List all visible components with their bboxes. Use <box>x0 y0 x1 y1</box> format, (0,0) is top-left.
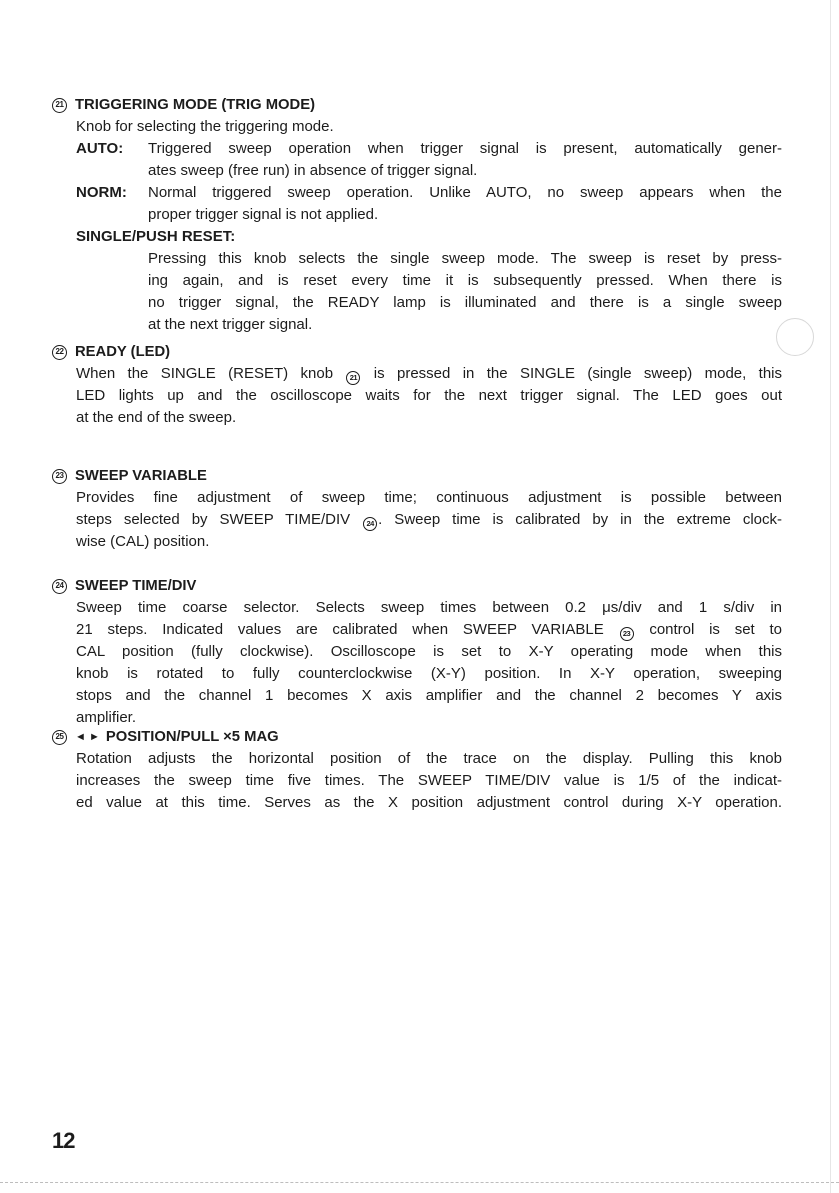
term-label: AUTO: <box>76 140 124 157</box>
callout-reference-23: 23 <box>620 627 634 641</box>
section-heading <box>52 575 782 597</box>
section-title: SWEEP VARIABLE <box>75 468 207 484</box>
definition-line: Pressing this knob selects the single sweep mode. The sweep is reset by press- <box>148 250 782 267</box>
page-bottom-edge <box>0 1182 839 1183</box>
section-heading <box>52 341 782 363</box>
section-position-pull-mag <box>52 726 782 814</box>
section-title: TRIGGERING MODE (TRIG MODE) <box>75 97 316 113</box>
callout-number-21: 21 <box>52 98 67 113</box>
paragraph-line: Provides fine adjustment of sweep time; continuous adjustment is possible between <box>76 489 782 506</box>
callout-number-25: 25 <box>52 730 67 745</box>
definition-auto <box>52 138 782 182</box>
callout-reference-21: 21 <box>346 371 360 385</box>
paragraph-line: increases the sweep time five times. The SWEEP TIME/DIV value is 1/5 of the indicat- <box>76 772 782 789</box>
section-heading <box>52 726 782 748</box>
paragraph-line: ed value at this time. Serves as the X position adjustment control during X-Y operation. <box>76 794 782 811</box>
paragraph-line: knob is rotated to fully counterclockwise (X-Y) position. In X-Y operation, sweeping <box>76 665 782 682</box>
callout-number-22: 22 <box>52 345 67 360</box>
paragraph-line: CAL position (fully clockwise). Oscilloscope is set to X-Y operating mode when this <box>76 643 782 660</box>
section-heading <box>52 94 782 116</box>
paragraph-line: LED lights up and the oscilloscope waits for the next trigger signal. The LED goes out <box>76 387 782 404</box>
page-edge-line <box>830 0 831 1193</box>
left-right-arrows-icon: ◄ ► <box>75 731 100 743</box>
definition-line: ates sweep (free run) in absence of trigger signal. <box>148 162 478 179</box>
definition-norm <box>52 182 782 226</box>
definition-line: Normal triggered sweep operation. Unlike AUTO, no sweep appears when the <box>148 184 782 201</box>
definition-single <box>52 248 782 336</box>
paragraph-line: wise (CAL) position. <box>76 533 210 550</box>
paragraph-line: steps selected by SWEEP TIME/DIV 24 . Sweep time is calibrated by in the extreme clock- <box>76 509 782 531</box>
term-label: NORM: <box>76 184 127 201</box>
paragraph-line: amplifier. <box>76 709 137 726</box>
page-number: 12 <box>52 1128 75 1153</box>
callout-reference-24: 24 <box>363 517 377 531</box>
section-sweep-time-div <box>52 575 782 729</box>
callout-number-24: 24 <box>52 579 67 594</box>
paragraph-line: 21 steps. Indicated values are calibrated when SWEEP VARIABLE 23 control is set to <box>76 619 782 641</box>
paragraph-line: Knob for selecting the triggering mode. <box>76 118 334 135</box>
definition-line: proper trigger signal is not applied. <box>148 206 379 223</box>
paragraph-line: Sweep time coarse selector. Selects sweep times between 0.2 μs/div and 1 s/div in <box>76 599 782 616</box>
paragraph-line: stops and the channel 1 becomes X axis amplifier and the channel 2 becomes Y axis <box>76 687 782 704</box>
section-title: READY (LED) <box>75 344 171 360</box>
section-heading <box>52 465 782 487</box>
paragraph-line: at the end of the sweep. <box>76 409 237 426</box>
term-label-single: SINGLE/PUSH RESET: <box>76 228 236 245</box>
definition-line: ing again, and is reset every time it is subsequently pressed. When there is <box>148 272 782 289</box>
section-triggering-mode <box>52 94 782 336</box>
binding-hole-mark <box>776 318 814 356</box>
definition-line: at the next trigger signal. <box>148 316 313 333</box>
definition-line: no trigger signal, the READY lamp is illuminated and there is a single sweep <box>148 294 782 311</box>
section-sweep-variable <box>52 465 782 553</box>
section-title: SWEEP TIME/DIV <box>75 578 197 594</box>
paragraph-line: When the SINGLE (RESET) knob 21 is pressed in the SINGLE (single sweep) mode, this <box>76 363 782 385</box>
section-title: POSITION/PULL ×5 MAG <box>105 729 279 745</box>
paragraph-line: Rotation adjusts the horizontal position of the trace on the display. Pulling this knob <box>76 750 782 767</box>
callout-number-23: 23 <box>52 469 67 484</box>
definition-line: Triggered sweep operation when trigger signal is present, automatically gener- <box>148 140 782 157</box>
section-ready-led <box>52 341 782 429</box>
